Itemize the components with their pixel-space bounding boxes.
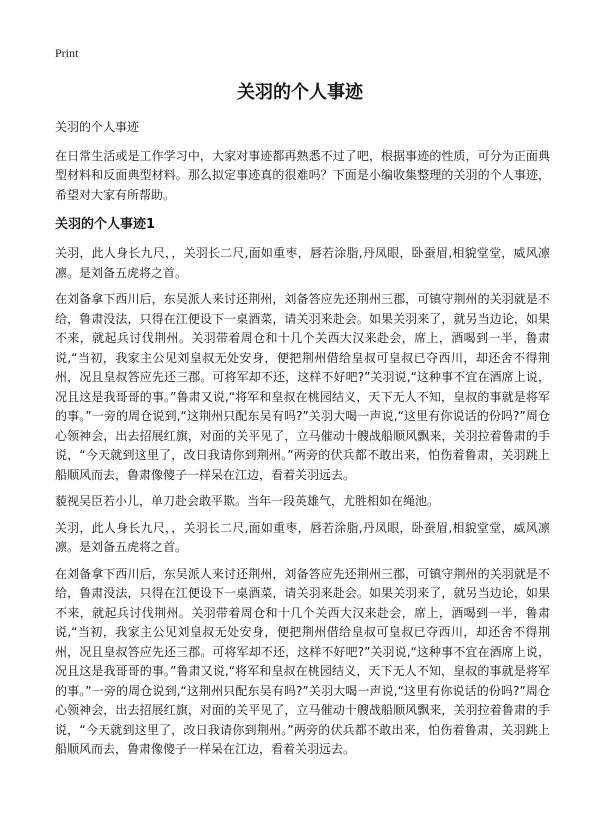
body-paragraph: 在刘备拿下西川后，东吴派人来讨还荆州，刘备答应先还荆州三郡，可镇守荆州的关羽就是不给，鲁肃没法，只得在江便设下一桌酒菜，请关羽来赴会。如果关羽来了，就另当边论，如果不来，就起兵讨伐荆州。关羽带着周仓和十几个关西大汉来赴会，席上，酒喝到一半，鲁肃说,“当初，我家主公见刘皇叔无处安身，便把荆州借给皇叔可皇叔已夺西川，却还舍不得荆州，况且皇叔答应先还三郡。可将军却不还，这样不好吧?”关羽说,“这种事不宜在酒席上说，况且这是我哥哥的事。”鲁肃又说,“将军和皇叔在桃园结义，天下无人不知，皇叔的事就是将军的事。”一旁的周仓说到,“这荆州只配东吴有吗?”关羽大喝一声说,“这里有你说话的份吗?”周仓心领神会，出去招展红旗，对面的关平见了，立马催动十艘战船顺风飘来，关羽拉着鲁肃的手说，“今天就到这里了，改日我请你到荆州。”两旁的伏兵都不敢出来，怕伤着鲁肃，关羽跳上船顺风而去，鲁肃像傻子一样呆在江边，看着关羽远去。	[55, 566, 550, 756]
article-body	[55, 118, 550, 767]
page-title: 关羽的个人事迹	[237, 82, 363, 103]
body-paragraph: 在刘备拿下西川后，东吴派人来讨还荆州，刘备答应先还荆州三郡，可镇守荆州的关羽就是不给，鲁肃没法，只得在江便设下一桌酒菜，请关羽来赴会。如果关羽来了，就另当边论，如果不来，就起兵讨伐荆州。关羽带着周仓和十几个关西大汉来赴会，席上，酒喝到一半，鲁肃说,“当初，我家主公见刘皇叔无处安身，便把荆州借给皇叔可皇叔已夺西川，却还舍不得荆州，况且皇叔答应先还三郡。可将军却不还，这样不好吧?”关羽说,“这种事不宜在酒席上说，况且这是我哥哥的事。”鲁肃又说,“将军和皇叔在桃园结义，天下无人不知，皇叔的事就是将军的事。”一旁的周仓说到,“这荆州只配东吴有吗?”关羽大喝一声说,“这里有你说话的份吗?”周仓心领神会，出去招展红旗，对面的关平见了，立马催动十艘战船顺风飘来，关羽拉着鲁肃的手说，“今天就到这里了，改日我请你到荆州。”两旁的伏兵都不敢出来，怕伤着鲁肃，关羽跳上船顺风而去，鲁肃像傻子一样呆在江边，看着关羽远去。	[55, 292, 550, 482]
poem-paragraph: 藐视吴臣若小儿，单刀赴会敢平欺。当年一段英雄气，尤胜相如在绳池。	[55, 494, 440, 508]
article-subtitle: 关羽的个人事迹	[55, 120, 140, 134]
body-paragraph: 关羽，此人身长九尺，，关羽长二尺,面如重枣，唇若涂脂,丹凤眼，卧蚕眉,相貌堂堂，威风凛凛。是刘备五虎将之首。	[55, 246, 550, 280]
body-paragraph: 关羽，此人身长九尺，，关羽长二尺,面如重枣，唇若涂脂,丹凤眼，卧蚕眉,相貌堂堂，威风凛凛。是刘备五虎将之首。	[55, 520, 550, 554]
section-heading: 关羽的个人事迹1	[55, 217, 156, 232]
intro-paragraph: 在日常生活或是工作学习中，大家对事迹都再熟悉不过了吧，根据事迹的性质，可分为正面典型材料和反面典型材料。那么拟定事迹真的很难吗？下面是小编收集整理的关羽的个人事迹，希望对大家有所帮助。	[55, 148, 550, 202]
print-link[interactable]: Print	[55, 46, 79, 60]
